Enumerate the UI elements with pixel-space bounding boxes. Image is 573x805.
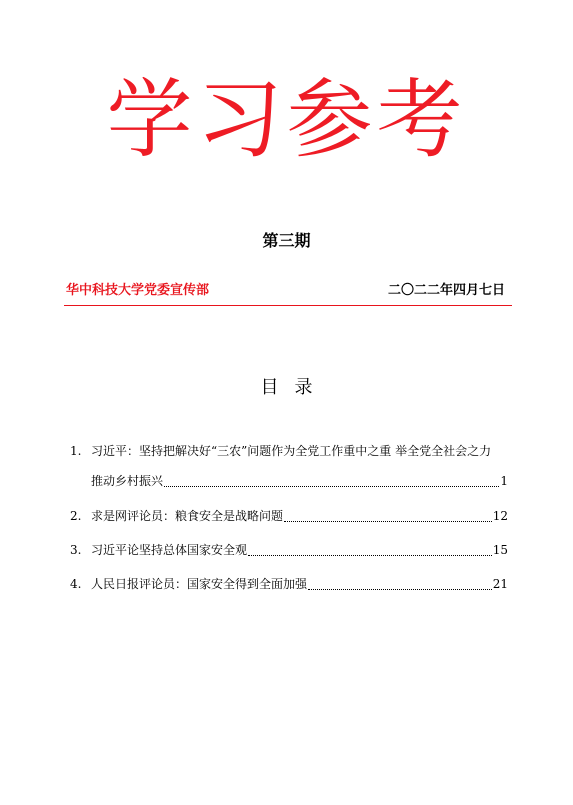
toc-item-title: 人民日报评论员：国家安全得到全面加强 [91, 577, 308, 591]
masthead-title: 学习参考 [106, 70, 467, 170]
issue-number: 第三期 [262, 231, 311, 250]
toc-leader-dots [164, 472, 499, 487]
toc-item-number: 1. [70, 444, 82, 458]
toc-item-page: 12 [492, 509, 508, 523]
toc-item-number: 3. [70, 543, 82, 557]
toc-item-3[interactable] [70, 541, 508, 559]
toc-heading: 目录 [260, 377, 329, 398]
publisher-name: 华中科技大学党委宣传部 [66, 283, 210, 298]
toc-item-page: 21 [492, 577, 508, 591]
toc-item-number: 4. [70, 577, 82, 591]
header-divider [64, 305, 512, 306]
toc-leader-dots [308, 575, 492, 590]
toc-item-title-line2: 推动乡村振兴 [91, 474, 164, 488]
publication-date: 二〇二二年四月七日 [387, 283, 505, 298]
toc-item-title: 习近平论坚持总体国家安全观 [91, 543, 248, 557]
toc-item-title-line1: 习近平：坚持把解决好“三农”问题作为全党工作重中之重 举全党全社会之力 [91, 444, 492, 458]
toc-item-page: 15 [492, 543, 508, 557]
toc-item-page: 1 [500, 474, 508, 488]
toc-item-number: 2. [70, 509, 82, 523]
toc-item-1[interactable] [70, 442, 516, 460]
toc-item-1-continued[interactable] [91, 472, 508, 490]
toc-item-4[interactable] [70, 575, 508, 593]
toc-leader-dots [284, 507, 492, 522]
toc-leader-dots [248, 541, 492, 556]
toc-item-2[interactable] [70, 507, 508, 525]
toc-item-title: 求是网评论员：粮食安全是战略问题 [91, 509, 284, 523]
